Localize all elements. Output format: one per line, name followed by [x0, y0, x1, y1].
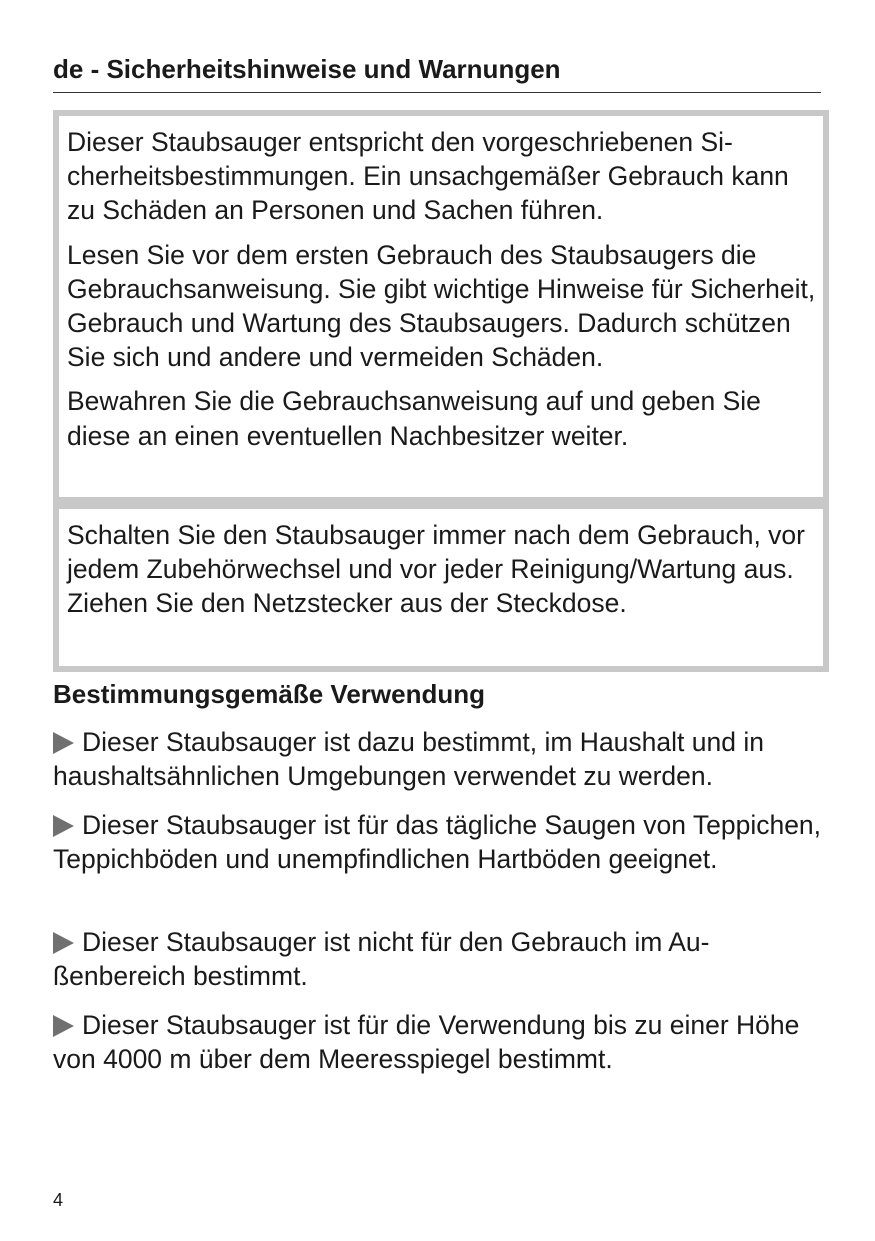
page-number: 4 [53, 1190, 64, 1210]
warning-box-switch-off [53, 503, 829, 672]
bullet-text: Dieser Staubsauger ist für die Verwendung bis zu einer Höhe von 4000 m über dem Meeresspiegel bestimmt. [53, 1010, 800, 1075]
bullet-item [53, 725, 823, 793]
triangle-right-icon [53, 815, 74, 837]
page-header-title: de - Sicherheitshinweise und Warnungen [53, 54, 561, 84]
bullet-text: Dieser Staubsauger ist für das tägliche Saugen von Teppichen, Teppichböden und unempfindlichen Hartböden geeignet. [53, 810, 822, 875]
triangle-right-icon [53, 1015, 74, 1037]
bullet-text: Dieser Staubsauger ist dazu bestimmt, im Haushalt und in haushaltsähnlichen Umgebungen verwendet zu werden. [53, 727, 764, 792]
warning-paragraph: Bewahren Sie die Gebrauchsanweisung auf und geben Sie diese an einen eventuellen Nachbesitzer weiter. [67, 386, 761, 451]
warning-box-general [53, 110, 829, 503]
bullet-item [53, 925, 823, 993]
bullet-item [53, 808, 823, 876]
warning-paragraph: Lesen Sie vor dem ersten Gebrauch des Staubsaugers die Gebrauchsanweisung. Sie gibt wichtige Hinweise für Sicherheit, Gebrauch und Wartung des Staubsaugers. Dadurch schützen Sie sich und andere und vermeiden Schäden. [67, 239, 816, 373]
triangle-right-icon [53, 732, 74, 754]
warning-paragraph: Dieser Staubsauger entspricht den vorgeschriebenen Sicherheitsbestimmungen. Ein unsachgemäßer Gebrauch kann zu Schäden an Personen und Sachen führen. [67, 127, 789, 226]
warning-paragraph: Schalten Sie den Staubsauger immer nach dem Gebrauch, vor jedem Zubehörwechsel und vor jeder Reinigung/Wartung aus. Ziehen Sie den Netzstecker aus der Steckdose. [67, 520, 805, 619]
bullet-item [53, 1008, 823, 1076]
section-title: Bestimmungsgemäße Verwendung [53, 679, 485, 709]
bullet-text: Dieser Staubsauger ist nicht für den Gebrauch im Außenbereich bestimmt. [53, 927, 710, 992]
triangle-right-icon [53, 932, 74, 954]
header-divider [53, 92, 821, 93]
